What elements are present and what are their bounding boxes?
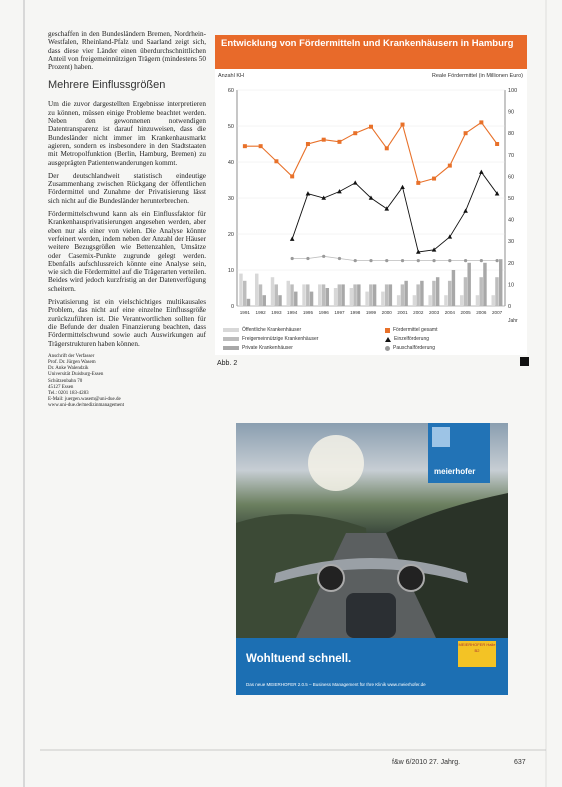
bar-1 <box>365 292 368 306</box>
point-total <box>353 131 357 135</box>
right-tick-label: 30 <box>508 239 515 246</box>
bar-1 <box>381 292 384 306</box>
point-flat <box>291 257 294 260</box>
bar-2 <box>495 277 498 306</box>
legend-item-flat <box>385 345 435 351</box>
bar-1 <box>397 295 400 306</box>
legend-label: Pauschalförderung <box>393 345 435 351</box>
brand-logo[interactable] <box>428 423 490 483</box>
logo-icon <box>432 427 450 447</box>
right-tick-label: 10 <box>508 282 515 289</box>
address-title: Anschrift der Verfasser <box>48 353 95 359</box>
bar-3 <box>389 284 392 306</box>
point-single <box>479 170 484 174</box>
point-total <box>479 120 483 124</box>
point-total <box>416 181 420 185</box>
point-flat <box>385 259 388 262</box>
right-tick-label: 0 <box>508 304 512 310</box>
ad-subline: Das neue MEIERHOFER 2.0.5 – Business Management für Ihre Klinik www.meierhofer.de <box>246 682 426 687</box>
point-flat <box>432 259 435 262</box>
paragraph-3: Der deutschlandweit statistisch eindeutige Zusammenhang zwischen Rückgang der öffentlichen Fördermittel und Zunahme der Privatisierung lässt sich nicht auf die Bundesländer herunterbrechen. <box>48 171 206 205</box>
bar-1 <box>491 295 494 306</box>
figure-caption: Abb. 2 <box>217 360 238 367</box>
point-total <box>274 159 278 163</box>
x-tick-label: 2003 <box>428 310 440 315</box>
bar-3 <box>278 295 281 306</box>
point-flat <box>354 259 357 262</box>
bar-3 <box>326 288 329 306</box>
legend-swatch <box>223 328 239 332</box>
bar-2 <box>275 284 278 306</box>
left-tick-label: 20 <box>227 232 234 238</box>
bar-3 <box>420 281 423 306</box>
point-flat <box>401 259 404 262</box>
address-line: Tel.: 0201 183-4283 <box>48 391 89 397</box>
point-single <box>306 191 311 195</box>
point-flat <box>464 259 467 262</box>
left-tick-label: 40 <box>227 160 234 166</box>
author-address <box>48 354 206 410</box>
point-flat <box>338 257 341 260</box>
x-tick-label: 2000 <box>381 310 392 315</box>
bar-2 <box>432 281 435 306</box>
point-single <box>290 237 295 241</box>
bar-1 <box>318 284 321 306</box>
point-total <box>337 140 341 144</box>
right-tick-label: 40 <box>508 217 515 224</box>
x-unit-label: Jahr <box>508 318 518 324</box>
point-total <box>259 144 263 148</box>
legend-item-private <box>223 345 293 351</box>
bar-2 <box>369 284 372 306</box>
x-tick-label: 1995 <box>302 310 314 315</box>
legend-item-public <box>223 327 301 333</box>
x-tick-label: 1993 <box>271 310 282 315</box>
bar-2 <box>385 284 388 306</box>
legend-label: Private Krankenhäuser <box>242 345 293 351</box>
bar-1 <box>334 288 337 306</box>
right-tick-label: 60 <box>508 174 515 181</box>
bar-2 <box>259 284 262 306</box>
point-total <box>448 164 452 168</box>
ad-banner <box>236 638 508 695</box>
bar-2 <box>401 284 404 306</box>
bar-1 <box>302 284 305 306</box>
point-flat <box>306 257 309 260</box>
bar-1 <box>428 295 431 306</box>
left-axis-label: Anzahl KH <box>218 73 244 79</box>
point-single <box>353 180 358 184</box>
point-total <box>369 125 373 129</box>
right-tick-label: 80 <box>508 131 515 138</box>
bar-2 <box>322 284 325 306</box>
bar-3 <box>247 299 250 306</box>
left-tick-label: 60 <box>227 88 234 94</box>
point-flat <box>417 259 420 262</box>
point-total <box>432 177 436 181</box>
address-line: Schützenbahn 70 <box>48 378 83 384</box>
legend-label: Freigemeinnützige Krankenhäuser <box>242 336 319 342</box>
x-tick-label: 1997 <box>334 310 345 315</box>
bar-1 <box>460 295 463 306</box>
left-tick-label: 30 <box>227 196 234 202</box>
bar-2 <box>479 277 482 306</box>
x-tick-label: 2001 <box>397 310 408 315</box>
bar-3 <box>357 284 360 306</box>
legend-swatch <box>223 337 239 341</box>
address-line: Dr. Anke Walendzik <box>48 366 89 372</box>
bar-2 <box>353 284 356 306</box>
legend-swatch <box>223 346 239 350</box>
legend-marker <box>385 328 390 333</box>
section-heading: Mehrere Einflussgrößen <box>48 79 166 92</box>
x-tick-label: 1994 <box>287 310 298 315</box>
legend-item-single <box>385 336 429 342</box>
brand-name: meierhofer <box>434 467 476 476</box>
address-line: Prof. Dr. Jürgen Wasem <box>48 360 96 365</box>
bar-2 <box>243 281 246 306</box>
point-total <box>322 138 326 142</box>
bar-1 <box>350 288 353 306</box>
point-total <box>401 123 405 127</box>
bar-3 <box>499 259 502 306</box>
chart-plot <box>215 80 527 335</box>
bar-2 <box>290 284 293 306</box>
journal-issue: f&w 6/2010 27. Jahrg. <box>392 759 461 766</box>
end-marker <box>520 357 529 366</box>
point-total <box>306 142 310 146</box>
bar-3 <box>263 295 266 306</box>
ad-badge: MEIERHOFER Halle B2 <box>458 641 496 667</box>
paragraph-1: geschaffen in den Bundesländern Bremen, Nordrhein-Westfalen, Rheinland-Pfalz und Saarland zeigt sich, dass diese vier Länder einen überdurchschnittlichen Anteil von freigemeinnützigen Trägern (mindestens 50 Prozent) haben. <box>48 30 206 72</box>
bar-3 <box>436 277 439 306</box>
x-tick-label: 2004 <box>444 310 455 315</box>
ad-slogan: Wohltuend schnell. <box>246 653 352 665</box>
left-tick-label: 10 <box>227 268 234 274</box>
x-tick-label: 2005 <box>460 310 471 315</box>
address-line: Universität Duisburg-Essen <box>48 372 104 378</box>
bar-2 <box>338 284 341 306</box>
bar-2 <box>448 281 451 306</box>
bar-3 <box>341 284 344 306</box>
bar-3 <box>404 281 407 306</box>
bar-3 <box>452 270 455 306</box>
bar-3 <box>373 284 376 306</box>
point-total <box>464 131 468 135</box>
point-single <box>337 189 342 193</box>
legend-item-nonprofit <box>223 336 318 342</box>
bar-1 <box>287 281 290 306</box>
point-total <box>385 146 389 150</box>
bar-3 <box>467 263 470 306</box>
bar-1 <box>255 274 258 306</box>
x-tick-label: 1999 <box>365 310 377 315</box>
right-tick-label: 100 <box>508 88 518 94</box>
bar-1 <box>239 274 242 306</box>
chart-title: Entwicklung von Fördermitteln und Krankenhäusern in Hamburg <box>215 35 527 69</box>
bar-1 <box>271 277 274 306</box>
bar-2 <box>306 284 309 306</box>
left-tick-label: 0 <box>230 304 234 310</box>
legend-label: Fördermittel gesamt <box>393 327 438 333</box>
right-axis-label: Reale Fördermittel (in Millionen Euro) <box>431 73 523 79</box>
point-single <box>463 208 468 212</box>
point-total <box>243 144 247 148</box>
series-line-4 <box>245 122 497 182</box>
legend-marker <box>385 346 390 351</box>
right-tick-label: 20 <box>508 260 515 267</box>
point-flat <box>480 259 483 262</box>
x-tick-label: 1991 <box>239 310 250 315</box>
address-line: www.uni-due.de/medizinmanagement <box>48 403 125 409</box>
x-tick-label: 1992 <box>255 310 266 315</box>
right-tick-label: 50 <box>508 196 515 202</box>
right-tick-label: 70 <box>508 152 515 159</box>
address-line: E-Mail: juergen.wasem@uni-due.de <box>48 397 121 403</box>
bar-1 <box>476 295 479 306</box>
bar-3 <box>294 292 297 306</box>
legend-marker <box>385 337 391 342</box>
x-tick-label: 2007 <box>492 310 503 315</box>
paragraph-2: Um die zuvor dargestellten Ergebnisse interpretieren zu können, müssen einige Probleme beachtet werden. Neben den gewonnenen notwendigen Datentransparenz ist darauf hinzuweisen, dass die Bundesländer nicht immer im Krankenhausmarkt agieren, sondern es insbesondere in den Stadtstaaten mit Metropolfunktion (Berlin, Hamburg, Bremen) zu ausgeprägten Patientenwanderungen kommt. <box>48 100 206 167</box>
point-flat <box>322 255 325 258</box>
bar-1 <box>444 295 447 306</box>
left-tick-label: 50 <box>227 124 234 130</box>
article-column <box>48 30 206 410</box>
right-tick-label: 90 <box>508 109 515 116</box>
paragraph-4: Fördermittelschwund kann als ein Einflussfaktor für Krankenhausprivatisierungen angesehen werden, aber eben nur als einer von vielen. Die Analyse könnte verfeinert werden, indem neben der Anzahl der Häuser weitere Bezugsgrößen wie Bettenzahlen, Umsätze oder Casemix-Punkte zugrunde gelegt werden. Ebenfalls aufschlussreich könnte eine Analyse sein, wie sich die Fördermittel auf die Trägerarten verteilen. Beides wird jedoch kurzfristig an der Datenverfügung scheitern. <box>48 210 206 293</box>
point-flat <box>496 259 499 262</box>
x-tick-label: 2002 <box>413 310 424 315</box>
bar-2 <box>464 277 467 306</box>
advertisement[interactable] <box>236 423 508 695</box>
point-total <box>290 174 294 178</box>
x-tick-label: 1998 <box>350 310 361 315</box>
paragraph-5: Privatisierung ist ein vielschichtiges multikausales Problem, das nicht auf eine einzelne Einflussgröße zurückzuführen ist. Die Verantwortlichen sollten für die Befunde der dualen Finanzierung beachten, dass Fördermittelschwund sowie auch Auswirkungen auf Trägerstrukturen haben können. <box>48 298 206 348</box>
bar-3 <box>483 263 486 306</box>
x-tick-label: 2006 <box>476 310 487 315</box>
bar-1 <box>413 295 416 306</box>
page-number: 637 <box>514 759 526 766</box>
point-flat <box>448 259 451 262</box>
point-flat <box>369 259 372 262</box>
legend-label: Einzelförderung <box>394 336 430 342</box>
point-single <box>400 185 405 189</box>
point-total <box>495 142 499 146</box>
bar-3 <box>310 292 313 306</box>
x-tick-label: 1996 <box>318 310 329 315</box>
bar-2 <box>416 284 419 306</box>
legend-item-total <box>385 327 437 333</box>
legend-label: Öffentliche Krankenhäuser <box>242 327 302 333</box>
chart-legend <box>215 325 527 355</box>
chart-figure <box>215 35 527 355</box>
address-line: 45127 Essen <box>48 384 74 390</box>
